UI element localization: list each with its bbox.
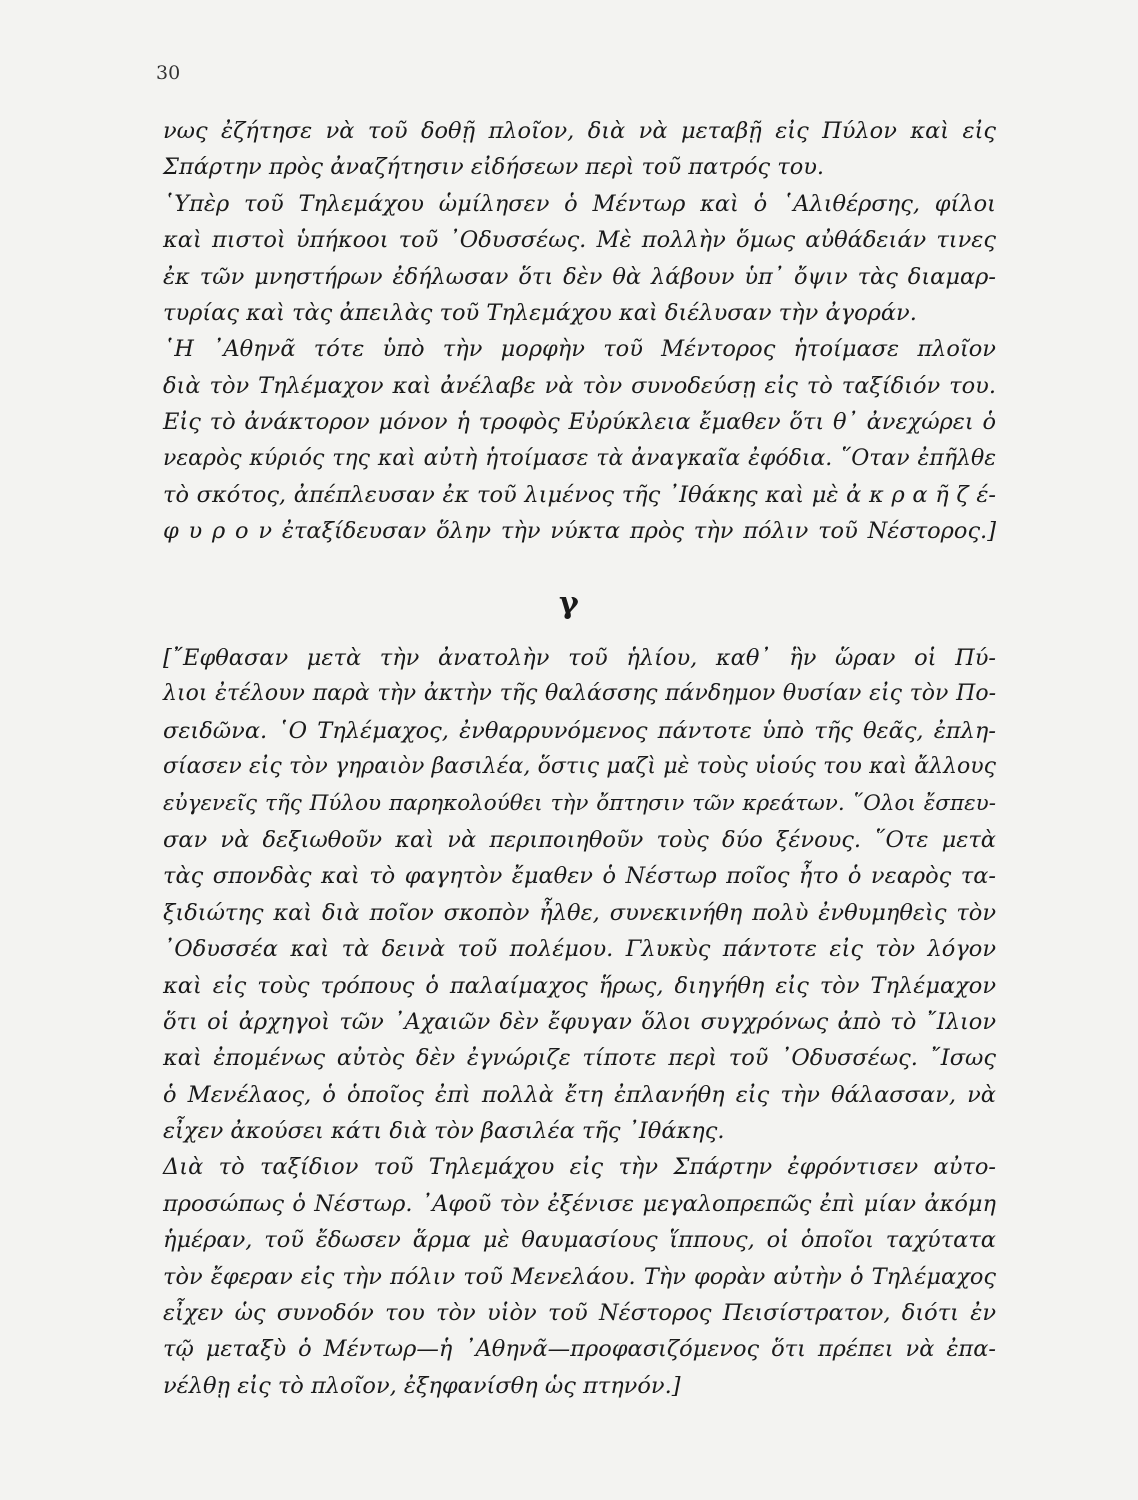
text-line: τὸ σκότος, ἀπέπλευσαν ἐκ τοῦ λιμένος τῆς ᾿Ιθάκης καὶ μὲ ἀ κ ρ α ῆ ζ έ-: [163, 481, 996, 508]
text-line: νέλθῃ εἰς τὸ πλοῖον, ἐξηφανίσθη ὡς πτηνόν.]: [163, 1372, 681, 1399]
text-line: ὅτι οἱ ἀρχηγοὶ τῶν ᾿Αχαιῶν δὲν ἔφυγαν ὅλοι συγχρόνως ἀπὸ τὸ ῎Ιλιον: [163, 1008, 996, 1035]
text-line: νεαρὸς κύριός της καὶ αὐτὴ ἡτοίμασε τὰ ἀναγκαῖα ἐφόδια. ῞Οταν ἐπῆλθε: [163, 445, 996, 471]
text-line: ἡμέραν, τοῦ ἔδωσεν ἅρμα μὲ θαυμασίους ἵππους, οἱ ὁποῖοι ταχύτατα: [163, 1227, 996, 1254]
text-line: εὐγενεῖς τῆς Πύλου παρηκολούθει τὴν ὄπτησιν τῶν κρεάτων. ῞Ολοι ἔσπευ-: [163, 790, 996, 816]
text-line: Διὰ τὸ ταξίδιον τοῦ Τηλεμάχου εἰς τὴν Σπάρτην ἐφρόντισεν αὐτο-: [163, 1154, 996, 1181]
text-line: εἶχεν ἀκούσει κάτι διὰ τὸν βασιλέα τῆς ᾿Ιθάκης.: [163, 1118, 725, 1145]
page-number: 30: [156, 62, 181, 84]
text-line: προσώπως ὁ Νέστωρ. ᾿Αφοῦ τὸν ἐξένισε μεγαλοπρεπῶς ἐπὶ μίαν ἀκόμη: [163, 1190, 996, 1217]
text-block-1: [163, 113, 996, 550]
text-line: φ υ ρ ο ν ἐταξίδευσαν ὅλην τὴν νύκτα πρὸς τὴν πόλιν τοῦ Νέστορος.]: [163, 518, 996, 545]
text-line: σειδῶνα. ῾Ο Τηλέμαχος, ἐνθαρρυνόμενος πάντοτε ὑπὸ τῆς θεᾶς, ἐπλη-: [163, 717, 996, 744]
text-line: ἐκ τῶν μνηστήρων ἐδήλωσαν ὅτι δὲν θὰ λάβουν ὑπ᾿ ὄψιν τὰς διαμαρ-: [163, 263, 996, 290]
text-line: καὶ ἐπομένως αὐτὸς δὲν ἐγνώριζε τίποτε περὶ τοῦ ᾿Οδυσσέως. ῎Ισως: [163, 1045, 996, 1072]
text-line: τυρίας καὶ τὰς ἀπειλὰς τοῦ Τηλεμάχου καὶ διέλυσαν τὴν ἀγοράν.: [163, 299, 917, 326]
section-heading: γ: [559, 586, 579, 621]
text-line: καὶ εἰς τοὺς τρόπους ὁ παλαίμαχος ἥρως, διηγήθη εἰς τὸν Τηλέμαχον: [163, 972, 996, 999]
text-line: σίασεν εἰς τὸν γηραιὸν βασιλέα, ὅστις μαζὶ μὲ τοὺς υἱούς του καὶ ἄλλους: [163, 754, 996, 780]
text-line: ῾Υπὲρ τοῦ Τηλεμάχου ὡμίλησεν ὁ Μέντωρ καὶ ὁ ῾Αλιθέρσης, φίλοι: [163, 190, 996, 217]
text-line: σαν νὰ δεξιωθοῦν καὶ νὰ περιποιηθοῦν τοὺς δύο ξένους. ῞Οτε μετὰ: [163, 826, 996, 853]
text-line: ὁ Μενέλαος, ὁ ὁποῖος ἐπὶ πολλὰ ἔτη ἐπλανήθη εἰς τὴν θάλασσαν, νὰ: [163, 1081, 996, 1108]
text-line: Εἰς τὸ ἀνάκτορον μόνον ἡ τροφὸς Εὐρύκλεια ἔμαθεν ὅτι θ᾿ ἀνεχώρει ὁ: [163, 409, 996, 436]
text-block-2: [163, 640, 996, 1404]
text-line: ξιδιώτης καὶ διὰ ποῖον σκοπὸν ἦλθε, συνεκινήθη πολὺ ἐνθυμηθεὶς τὸν: [163, 899, 996, 926]
text-line: καὶ πιστοὶ ὑπήκοοι τοῦ ᾿Οδυσσέως. Μὲ πολλὴν ὅμως αὐθάδειάν τινες: [163, 227, 996, 254]
text-line: ᾿Οδυσσέα καὶ τὰ δεινὰ τοῦ πολέμου. Γλυκὺς πάντοτε εἰς τὸν λόγον: [163, 936, 996, 963]
text-line: [῎Εφθασαν μετὰ τὴν ἀνατολὴν τοῦ ἡλίου, καθ᾿ ἣν ὥραν οἱ Πύ-: [163, 645, 996, 671]
text-line: τὸν ἔφεραν εἰς τὴν πόλιν τοῦ Μενελάου. Τὴν φορὰν αὐτὴν ὁ Τηλέμαχος: [163, 1263, 996, 1290]
text-line: νως ἐζήτησε νὰ τοῦ δοθῇ πλοῖον, διὰ νὰ μεταβῇ εἰς Πύλον καὶ εἰς: [163, 118, 996, 144]
text-line: Σπάρτην πρὸς ἀναζήτησιν εἰδήσεων περὶ τοῦ πατρός του.: [163, 154, 825, 181]
text-line: διὰ τὸν Τηλέμαχον καὶ ἀνέλαβε νὰ τὸν συνοδεύσῃ εἰς τὸ ταξίδιόν του.: [163, 372, 996, 399]
text-line: ῾Η ᾿Αθηνᾶ τότε ὑπὸ τὴν μορφὴν τοῦ Μέντορος ἡτοίμασε πλοῖον: [163, 336, 996, 363]
text-line: τὰς σπονδὰς καὶ τὸ φαγητὸν ἔμαθεν ὁ Νέστωρ ποῖος ἦτο ὁ νεαρὸς τα-: [163, 863, 996, 890]
text-line: τῷ μεταξὺ ὁ Μέντωρ—ἡ ᾿Αθηνᾶ—προφασιζόμενος ὅτι πρέπει νὰ ἐπα-: [163, 1336, 996, 1363]
text-line: εἶχεν ὡς συνοδόν του τὸν υἱὸν τοῦ Νέστορος Πεισίστρατον, διότι ἐν: [163, 1300, 996, 1327]
text-line: λιοι ἐτέλουν παρὰ τὴν ἀκτὴν τῆς θαλάσσης πάνδημον θυσίαν εἰς τὸν Πο-: [163, 681, 996, 707]
